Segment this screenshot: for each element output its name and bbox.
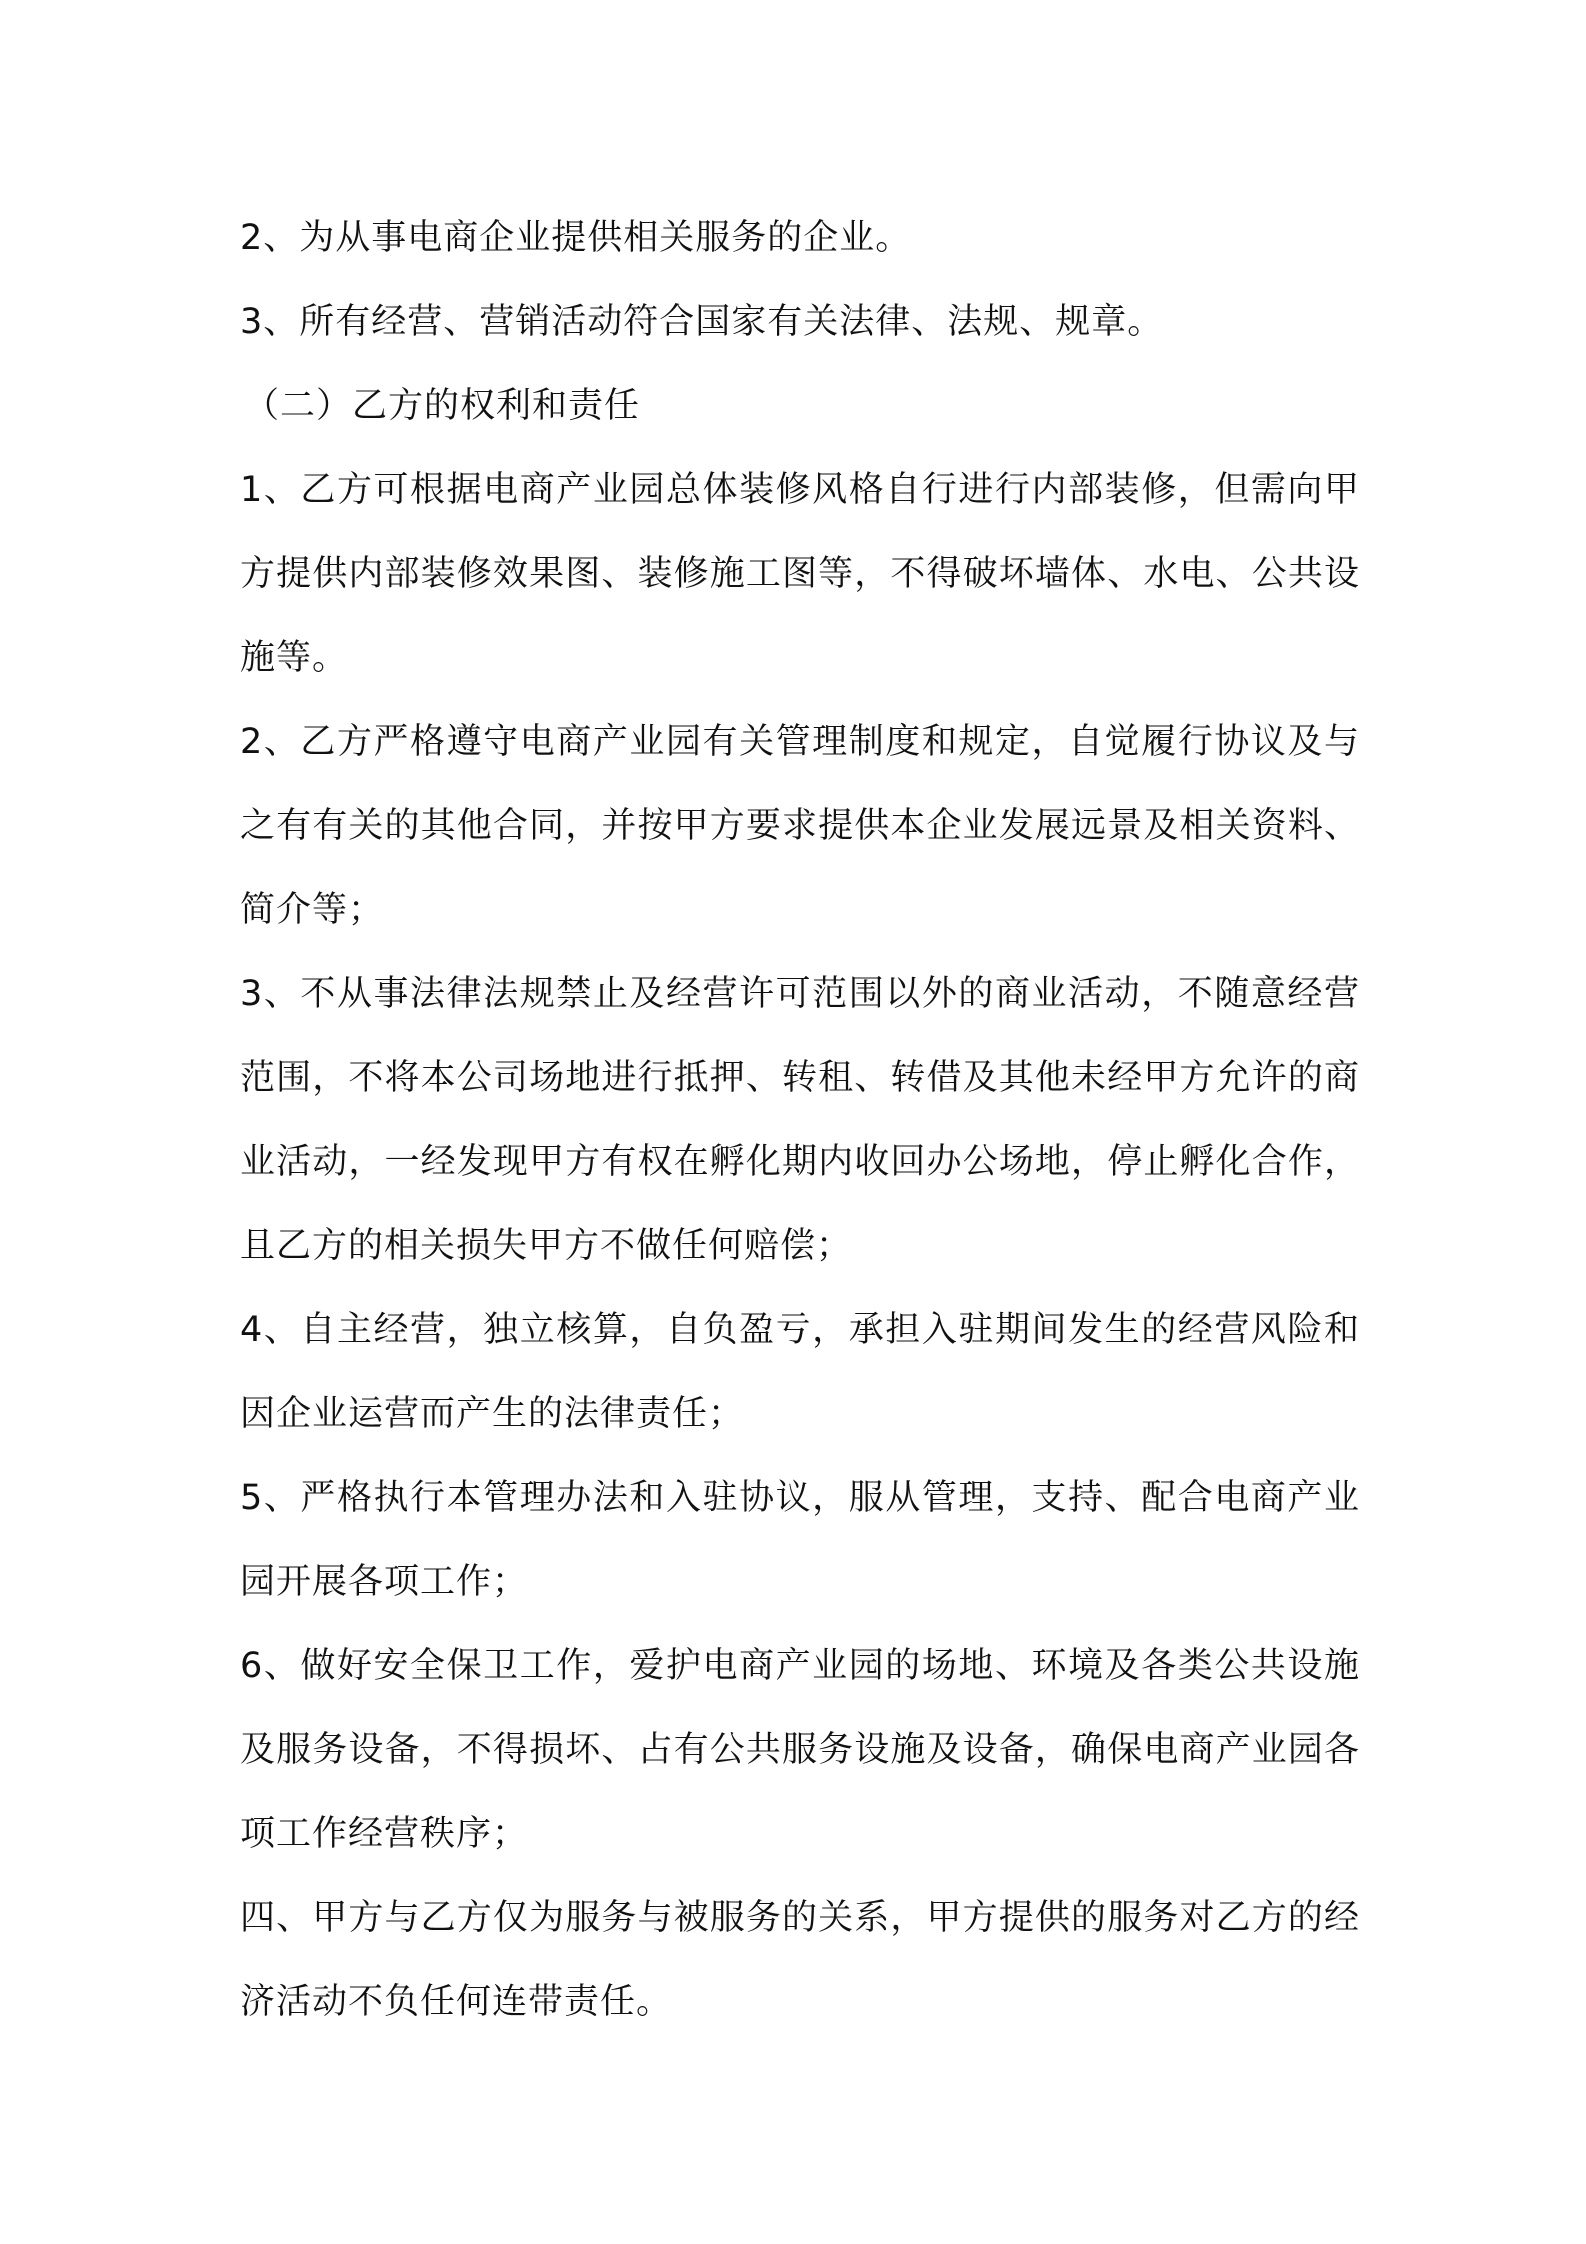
paragraph-item-3: 3、所有经营、营销活动符合国家有关法律、法规、规章。	[240, 302, 1164, 342]
paragraph-service-relationship: 四、甲方与乙方仅为服务与被服务的关系，甲方提供的服务对乙方的经济活动不负任何连带责任。	[240, 1898, 1360, 2022]
paragraph-decoration-rights: 1、乙方可根据电商产业园总体装修风格自行进行内部装修，但需向甲方提供内部装修效果图、装修施工图等，不得破坏墙体、水电、公共设施等。	[240, 470, 1360, 678]
section-heading: （二）乙方的权利和责任	[244, 386, 641, 426]
paragraph-management-cooperation: 5、严格执行本管理办法和入驻协议，服从管理，支持、配合电商产业园开展各项工作；	[240, 1478, 1360, 1602]
paragraph-safety: 6、做好安全保卫工作，爱护电商产业园的场地、环境及各类公共设施及服务设备，不得损坏、占有公共服务设施及设备，确保电商产业园各项工作经营秩序；	[240, 1646, 1360, 1854]
document-body	[240, 196, 1360, 2044]
paragraph-business-scope: 3、不从事法律法规禁止及经营许可范围以外的商业活动，不随意经营范围，不将本公司场地进行抵押、转租、转借及其他未经甲方允许的商业活动，一经发现甲方有权在孵化期内收回办公场地，停止孵化合作，且乙方的相关损失甲方不做任何赔偿；	[240, 974, 1360, 1266]
paragraph-independent-operation: 4、自主经营，独立核算，自负盈亏，承担入驻期间发生的经营风险和因企业运营而产生的法律责任；	[240, 1310, 1360, 1434]
paragraph-item-2: 2、为从事电商企业提供相关服务的企业。	[240, 218, 912, 258]
paragraph-compliance: 2、乙方严格遵守电商产业园有关管理制度和规定，自觉履行协议及与之有有关的其他合同，并按甲方要求提供本企业发展远景及相关资料、简介等；	[240, 722, 1360, 930]
